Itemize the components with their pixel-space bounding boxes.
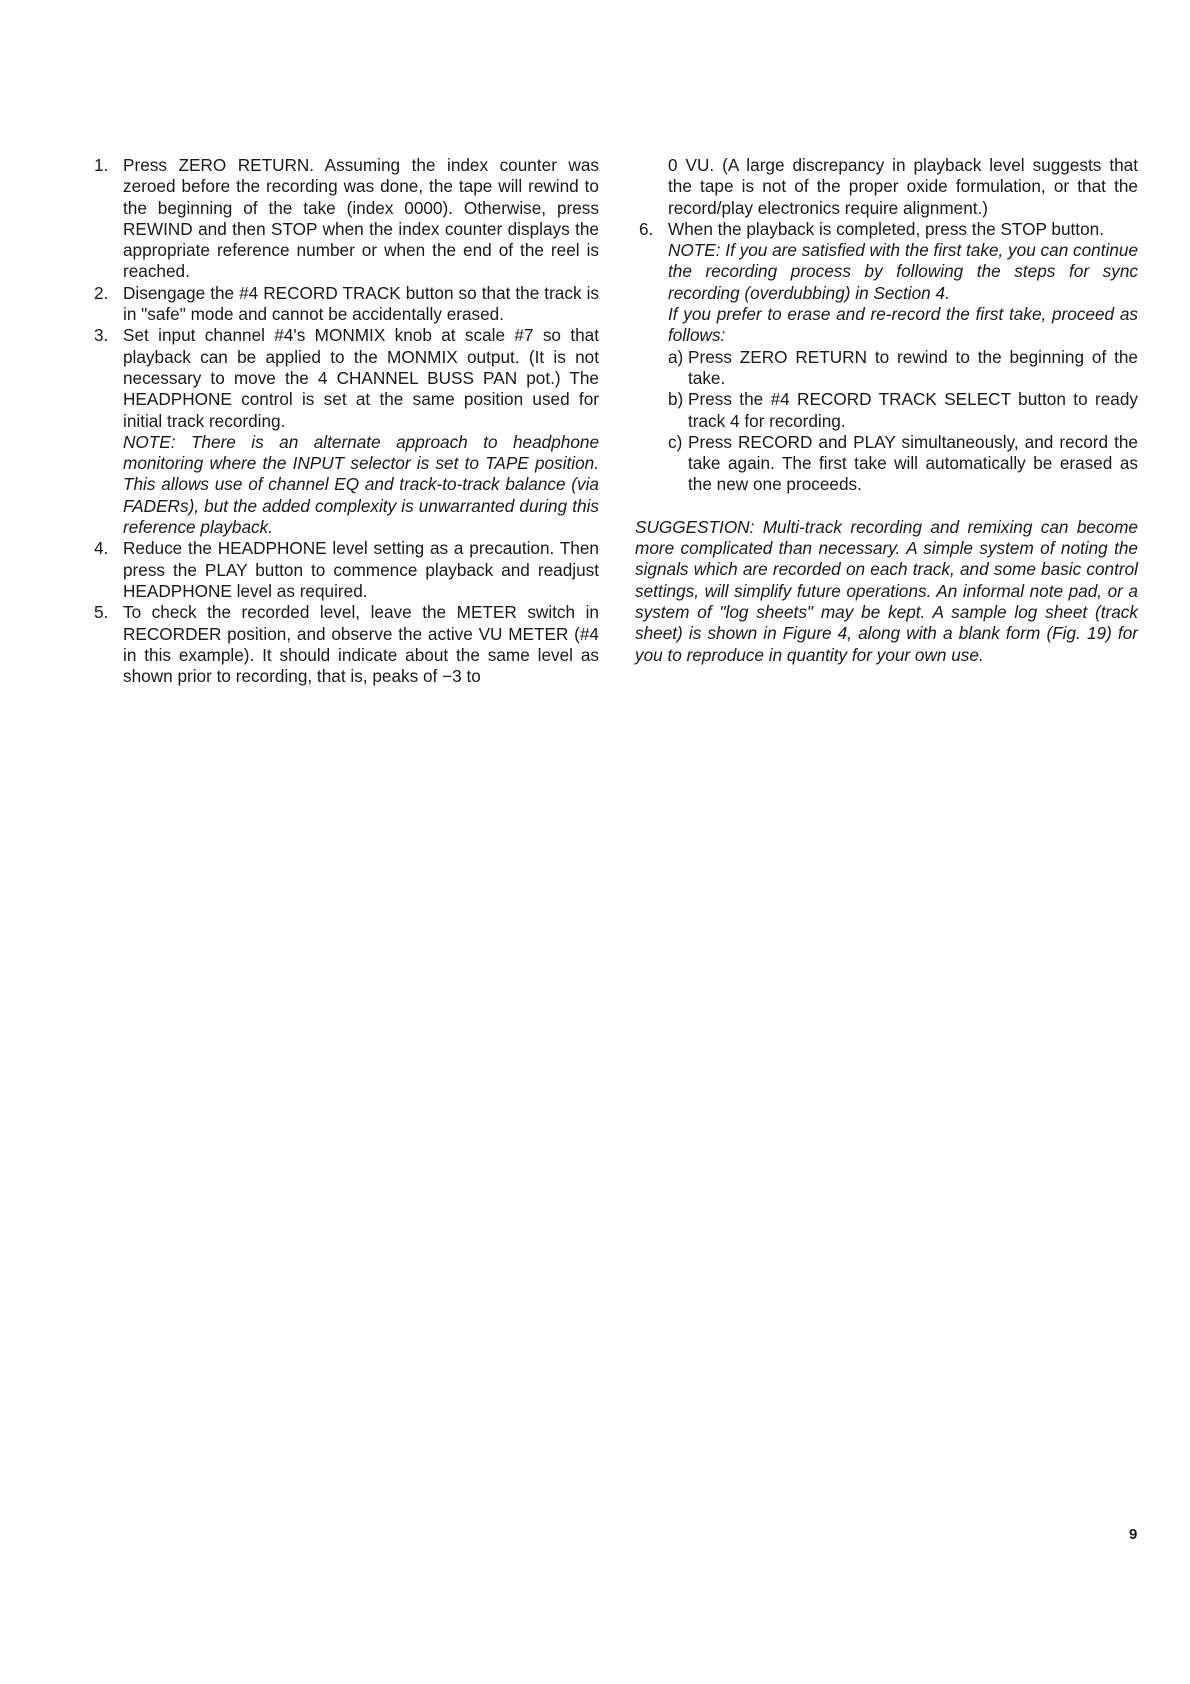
step-note-erase: If you prefer to erase and re-record the first take, proceed as follows:: [668, 304, 1138, 346]
step-text: Set input channel #4's MONMIX knob at scale #7 so that playback can be applied to the MONMIX output. (It is not necessary to move the 4 CHANNEL BUSS PAN pot.) The HEADPHONE control is set at the same position used for initial track recording.: [123, 325, 599, 431]
step-number: 3.: [94, 325, 109, 346]
substep-b: [668, 389, 1138, 432]
step-number: 4.: [94, 538, 109, 559]
substep-text: Press ZERO RETURN to rewind to the beginning of the take.: [688, 346, 1138, 388]
step-4: [90, 538, 599, 602]
suggestion-paragraph: SUGGESTION: Multi-track recording and remixing can become more complicated than necessary. A simple system of noting the signals which are recorded on each track, and some basic control settings, will simplify future operations. An informal note pad, or a system of "log sheets" may be kept. A sample log sheet (track sheet) is shown in Figure 4, along with a blank form (Fig. 19) for you to reproduce in quantity for your own use.: [635, 516, 1138, 665]
substep-letter: b): [668, 389, 684, 410]
step-text: To check the recorded level, leave the METER switch in RECORDER position, and observe the active VU METER (#4 in this example). It should indicate about the same level as shown prior to recording, that is, peaks of −3 to: [123, 602, 599, 687]
step-text: Disengage the #4 RECORD TRACK button so that the track is in "safe" mode and cannot be accidentally erased.: [123, 282, 599, 325]
step-5-continuation: 0 VU. (A large discrepancy in playback level suggests that the tape is not of the proper oxide formulation, or that the record/play electronics require alignment.): [668, 155, 1138, 218]
step-number: 6.: [639, 218, 654, 239]
step-5: [90, 602, 599, 687]
substep-letter: a): [668, 346, 684, 367]
step-text: Press ZERO RETURN. Assuming the index counter was zeroed before the recording was done, the tape will rewind to the beginning of the take (index 0000). Otherwise, press REWIND and then STOP when the index counter displays the appropriate reference number or when the end of the reel is reached.: [123, 155, 599, 282]
step-note: NOTE: If you are satisfied with the first take, you can continue the recording process by following the steps for sync recording (overdubbing) in Section 4.: [668, 240, 1139, 303]
substep-text: Press the #4 RECORD TRACK SELECT button to ready track 4 for recording.: [688, 389, 1138, 431]
substep-a: [668, 347, 1138, 390]
right-column: [635, 155, 1138, 666]
step-number: 2.: [94, 282, 109, 303]
step-2: [90, 283, 599, 326]
step-number: 1.: [94, 155, 109, 175]
substep-letter: c): [668, 431, 683, 452]
step-1: [90, 155, 599, 283]
step-note: NOTE: There is an alternate approach to headphone monitoring where the INPUT selector is set to TAPE position. This allows use of channel EQ and track-to-track balance (via FADERs), but the added complexity is unwarranted during this reference playback.: [123, 431, 599, 538]
step-3: [90, 325, 599, 538]
substep-c: [668, 432, 1138, 496]
step-text: Reduce the HEADPHONE level setting as a precaution. Then press the PLAY button to commence playback and readjust HEADPHONE level as required.: [123, 538, 599, 601]
page-number: 9: [1129, 1526, 1138, 1543]
step-6: [635, 219, 1138, 496]
left-column: [90, 155, 599, 687]
substep-text: Press RECORD and PLAY simultaneously, and record the take again. The first take will automatically be erased as the new one proceeds.: [688, 431, 1138, 495]
step-text: When the playback is completed, press the STOP button.: [668, 218, 1104, 239]
step-number: 5.: [94, 602, 109, 623]
